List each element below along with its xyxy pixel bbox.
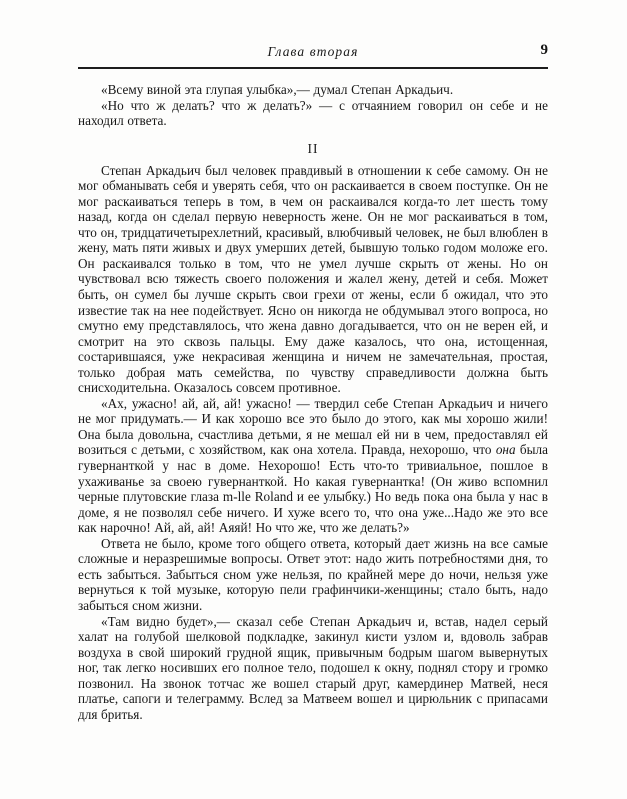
name-mlle-roland: m-lle Roland — [222, 489, 293, 505]
paragraph-body-4: «Там видно будет»,— сказал себе Степан Аркадьич и, встав, надел серый халат на голубой шелковой подкладке, закинул кисти узлом и, вдоволь забрав воздуха в свой широкий грудной ящик, привычным бодрым шагом вывернутых ног, так легко носивших его полное тело, подошел к окну, поднял стору и громко позвонил. На звонок тотчас же вошел старый друг, камердинер Матвей, неся платье, сапоги и телеграмму. Вслед за Матвеем вошел и цирюльник с припасами для бритья. — [78, 613, 548, 722]
paragraph-opening-quote-1: «Всему виной эта глупая улыбка»,— думал Степан Аркадьич. — [101, 82, 454, 97]
emphasis-ona: она — [495, 442, 516, 458]
paragraph-opening-quote-2: «Но что ж делать? что ж делать?» — с отчаянием говорил он себе и не находил ответа. — [78, 97, 548, 129]
section-numeral: II — [307, 140, 319, 156]
paragraph-body-2-segment-2: была гувернанткой у нас в доме. Нехорошо! Есть что-то тривиальное, пошлое в ухаживанье за своею гувернанткой. Но какая гувернантка! (Он живо вспомнил черные плутовские глаза — [78, 442, 549, 505]
paragraph-body-1: Степан Аркадьич был человек правдивый в отношении к себе самому. Он не мог обманывать себя и уверять себя, что он раскаивается в своем поступке. Он не мог раскаиваться теперь в том, в чем он раскаивался когда-то лет шесть тому назад, когда он сделал первую неверность жене. Он не мог раскаиваться в том, что он, тридцатичетырехлетний, красивый, влюбчивый человек, не был влюблен в жену, мать пяти живых и двух умерших детей, бывшую только годом моложе его. Он раскаивался только в том, что не умел лучше скрыть от жены. Но он чувствовал всю тяжесть своего положения и жалел жену, детей и себя. Может быть, он сумел бы лучше скрыть свои грехи от жены, если б ожидал, что это известие так на нее подействует. Ясно он никогда не обдумывал этого вопроса, но смутно ему представлялось, что жена давно догадывается, что он не верен ей, и смотрит на это сквозь пальцы. Ему даже казалось, что она, истощенная, состарившаяся, уже некрасивая женщина и ничем не замечательная, простая, только добрая мать семейства, по чувству справедливости должна быть снисходительна. Оказалось совсем противное. — [78, 162, 548, 396]
spacer — [78, 129, 548, 133]
paragraph-body-3: Ответа не было, кроме того общего ответа, который дает жизнь на все самые сложные и неразрешимые вопросы. Ответ этот: надо жить потребностями дня, то есть забыться. Забыться сном уже нельзя, по крайней мере до ночи, нельзя уже вернуться к той музыке, которую пели графинчики-женщины; стало быть, надо забыться сном жизни. — [78, 535, 548, 613]
header-row — [78, 44, 548, 64]
running-head: Глава вторая — [267, 44, 359, 59]
text-column — [78, 82, 548, 722]
page-header — [78, 44, 548, 64]
header-rule — [78, 67, 548, 69]
paragraph-body-2 — [78, 396, 548, 536]
page-number: 9 — [540, 42, 548, 58]
paragraph-body-2-segment-1: «Ах, ужасно! ай, ай, ай! ужасно! — твердил себе Степан Аркадьич и ничего не мог придумать.— И как хорошо все это было до этого, как мы хорошо жили! Она была довольна, счастлива детьми, я не мешал ей ни в чем, предоставлял ей возиться с детьми, с хозяйством, как она хотела. Правда, нехорошо, что — [78, 395, 548, 458]
paragraph-body-2-segment-3: и ее улыбку.) Но ведь пока она была у нас в доме, я не позволял себе ничего. И хуже всего то, что она уже...Надо же это все как нарочно! Ай, ай, ай! Аяяй! Но что же, что же делать?» — [78, 489, 549, 536]
